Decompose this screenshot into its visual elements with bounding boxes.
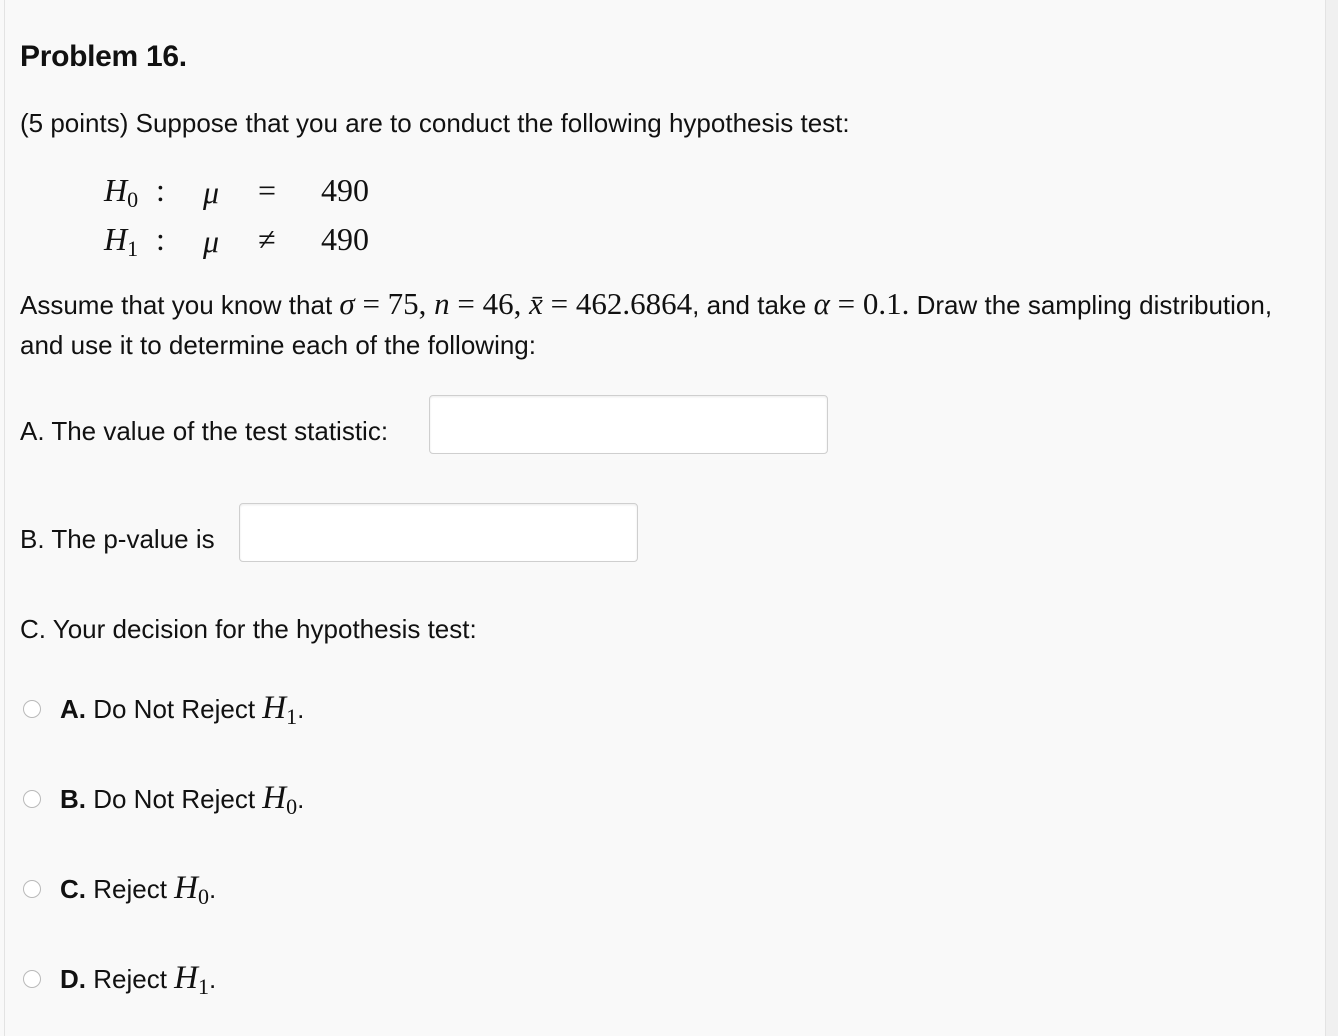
option-b-radio[interactable] — [23, 790, 41, 808]
h1-value: 490 — [321, 221, 369, 257]
option-a-label[interactable]: A. Do Not Reject $H_1$. — [60, 690, 305, 729]
problem-intro: (5 points) Suppose that you are to conduct the following hypothesis test: — [20, 108, 850, 138]
assumption-text: Assume that you know that σ = 75, n = 46, x̄ = 462.6864, and take α = 0.1. Draw the sampling distribution, and use it to determine each of the following: — [20, 286, 1273, 360]
part-b-label: B. The p-value is — [20, 524, 215, 554]
part-c-label: C. Your decision for the hypothesis test: — [20, 614, 477, 644]
h1-symbol: $H_1$ — [104, 221, 139, 261]
part-a-label: A. The value of the test statistic: — [20, 416, 389, 446]
test-statistic-input[interactable] — [429, 395, 828, 454]
h1-colon: : — [156, 221, 165, 257]
h1-param: μ — [203, 223, 220, 259]
problem-title: Problem 16. — [20, 40, 187, 73]
option-c-label[interactable]: C. Reject $H_0$. — [60, 870, 217, 909]
h1-operator: ≠ — [258, 221, 276, 257]
h0-symbol: $H_0$ — [104, 172, 139, 212]
h0-value: 490 — [321, 172, 369, 208]
option-d-radio[interactable] — [23, 970, 41, 988]
p-value-input[interactable] — [239, 503, 638, 562]
option-a-radio[interactable] — [23, 700, 41, 718]
h0-operator: = — [258, 172, 277, 208]
option-d-label[interactable]: D. Reject $H_1$. — [60, 960, 217, 999]
option-b-label[interactable]: B. Do Not Reject $H_0$. — [60, 780, 305, 819]
scroll-track[interactable] — [1326, 0, 1338, 1036]
h0-colon: : — [156, 172, 165, 208]
option-c-radio[interactable] — [23, 880, 41, 898]
h0-param: μ — [203, 174, 220, 210]
